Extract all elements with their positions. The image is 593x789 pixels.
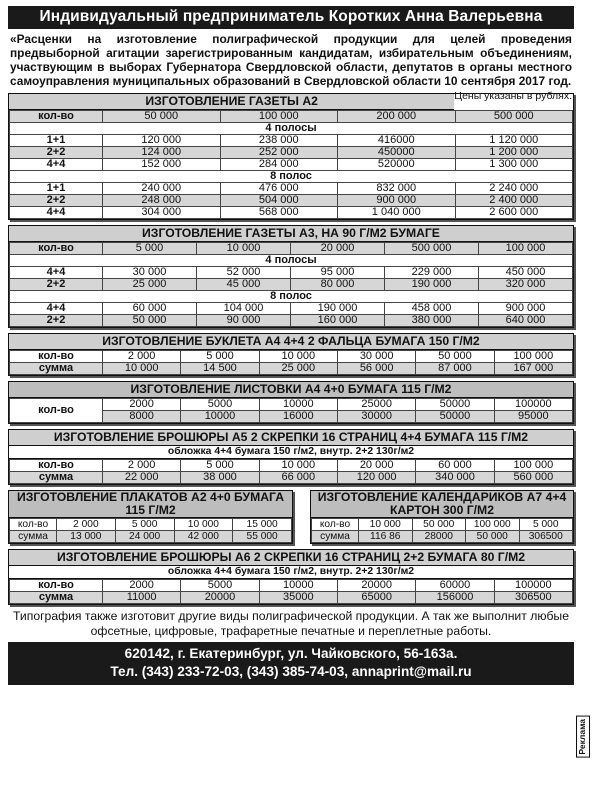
advertisement-tag: Реклама: [576, 716, 590, 758]
phone-email-line: Тел. (343) 233-72-03, (343) 385-74-03, annaprint@mail.ru: [110, 664, 472, 679]
price-cell: 50 000: [103, 315, 197, 327]
row-label: 2+2: [10, 279, 103, 291]
price-cell: 50000: [416, 411, 494, 423]
price-cell: 120 000: [337, 472, 415, 484]
qty-cell: 5 000: [103, 243, 197, 255]
price-cell: 284 000: [220, 159, 338, 171]
row-label: кол-во: [10, 111, 103, 123]
qty-cell: 2 000: [103, 460, 181, 472]
table-row: [10, 315, 573, 327]
gazeta-a3-title: ИЗГОТОВЛЕНИЕ ГАЗЕТЫ А3, НА 90 Г/М2 БУМАГЕ: [9, 226, 573, 242]
brochure-a6-subtitle: обложка 4+4 бумага 150 г/м2, внутр. 2+2 130г/м2: [9, 566, 573, 579]
row-label: сумма: [10, 363, 103, 375]
row-label: 2+2: [10, 315, 103, 327]
row-label: кол-во: [10, 519, 57, 531]
price-cell: 14 500: [181, 363, 259, 375]
table-row: [312, 531, 573, 543]
row-label: 1+1: [10, 135, 103, 147]
qty-cell: 5 000: [181, 351, 259, 363]
price-cell: 304 000: [103, 207, 221, 219]
contact-bar: [8, 642, 574, 685]
qty-cell: 100 000: [494, 351, 572, 363]
table-row: [10, 183, 573, 195]
qty-cell: 20 000: [291, 243, 385, 255]
qty-cell: 100 000: [479, 243, 573, 255]
row-label: кол-во: [312, 519, 359, 531]
price-cell: 152 000: [103, 159, 221, 171]
price-cell: 229 000: [385, 267, 479, 279]
page-title: Индивидуальный предприниматель Коротких Анна Валерьевна: [8, 6, 574, 29]
price-cell: 640 000: [479, 315, 573, 327]
price-cell: 450000: [338, 147, 456, 159]
qty-cell: 10000: [259, 399, 337, 411]
row-label: кол-во: [10, 351, 103, 363]
price-cell: 8000: [103, 411, 181, 423]
qty-cell: 50 000: [103, 111, 221, 123]
qty-cell: 20000: [337, 580, 415, 592]
brochure-a6-title: ИЗГОТОВЛЕНИЕ БРОШЮРЫ А6 2 СКРЕПКИ 16 СТРАНИЦ 2+2 БУМАГА 80 Г/М2: [9, 550, 573, 566]
table-row: [10, 207, 573, 219]
qty-cell: 200 000: [338, 111, 456, 123]
brochure-a6-table: [9, 579, 573, 604]
price-cell: 2 400 000: [455, 195, 573, 207]
kalendari-title: ИЗГОТОВЛЕНИЕ КАЛЕНДАРИКОВ А7 4+4 КАРТОН 300 Г/М2: [311, 491, 573, 518]
price-cell: 95000: [494, 411, 572, 423]
row-label: сумма: [312, 531, 359, 543]
table-row: [10, 592, 573, 604]
price-cell: 55 000: [233, 531, 292, 543]
buklet-block: [8, 333, 574, 376]
price-cell: 340 000: [416, 472, 494, 484]
qty-cell: 100 000: [494, 460, 572, 472]
price-cell: 2 240 000: [455, 183, 573, 195]
qty-cell: 100 000: [466, 519, 520, 531]
price-cell: 306500: [494, 592, 572, 604]
price-cell: 380 000: [385, 315, 479, 327]
plakaty-title: ИЗГОТОВЛЕНИЕ ПЛАКАТОВ А2 4+0 БУМАГА 115 Г/М2: [9, 491, 292, 518]
qty-cell: 2000: [103, 580, 181, 592]
price-cell: 56 000: [337, 363, 415, 375]
price-cell: 24 000: [115, 531, 174, 543]
qty-cell: 50 000: [412, 519, 466, 531]
row-label: 2+2: [10, 147, 103, 159]
price-cell: 104 000: [197, 303, 291, 315]
price-cell: 560 000: [494, 472, 572, 484]
price-cell: 35000: [259, 592, 337, 604]
price-cell: 520000: [338, 159, 456, 171]
footer-note: Типография также изготовит другие виды полиграфической продукции. А так же выполнит любые офсетные, цифровые, трафаретные печатные и переплетные работы.: [13, 609, 569, 638]
price-cell: 160 000: [291, 315, 385, 327]
section-row: [10, 255, 573, 267]
table-row: [10, 135, 573, 147]
price-cell: 252 000: [220, 147, 338, 159]
row-label: сумма: [10, 592, 103, 604]
qty-cell: 60000: [416, 580, 494, 592]
qty-cell: 2 000: [57, 519, 116, 531]
plakaty-table: [9, 518, 292, 543]
price-cell: 20000: [181, 592, 259, 604]
section-label: 4 полосы: [10, 123, 573, 135]
price-cell: 80 000: [291, 279, 385, 291]
row-label: 4+4: [10, 267, 103, 279]
brochure-a5-subtitle: обложка 4+4 бумага 150 г/м2, внутр. 2+2 130г/м2: [9, 446, 573, 459]
gazeta-a2-table: [9, 110, 573, 219]
row-label: кол-во: [10, 243, 103, 255]
table-row: [10, 195, 573, 207]
row-label: кол-во: [10, 460, 103, 472]
listovki-title: ИЗГОТОВЛЕНИЕ ЛИСТОВКИ А4 4+0 БУМАГА 115 Г/М2: [9, 382, 573, 398]
price-cell: 416000: [338, 135, 456, 147]
table-row: [10, 580, 573, 592]
price-cell: 28000: [412, 531, 466, 543]
table-row: [10, 399, 573, 411]
price-cell: 95 000: [291, 267, 385, 279]
qty-cell: 20 000: [337, 460, 415, 472]
qty-cell: 100000: [494, 580, 572, 592]
table-row: [10, 363, 573, 375]
section-row: [10, 123, 573, 135]
section-row: [10, 171, 573, 183]
qty-cell: 10 000: [359, 519, 413, 531]
price-cell: 90 000: [197, 315, 291, 327]
table-row: [10, 303, 573, 315]
qty-cell: 15 000: [233, 519, 292, 531]
price-cell: 120 000: [103, 135, 221, 147]
price-cell: 2 600 000: [455, 207, 573, 219]
price-cell: 87 000: [416, 363, 494, 375]
price-cell: 238 000: [220, 135, 338, 147]
price-cell: 1 120 000: [455, 135, 573, 147]
table-row: [10, 147, 573, 159]
row-label: 2+2: [10, 195, 103, 207]
price-cell: 240 000: [103, 183, 221, 195]
price-cell: 124 000: [103, 147, 221, 159]
price-cell: 50 000: [466, 531, 520, 543]
qty-cell: 2 000: [103, 351, 181, 363]
price-cell: 10 000: [103, 363, 181, 375]
table-row: [10, 460, 573, 472]
price-cell: 116 86: [359, 531, 413, 543]
table-row: [312, 519, 573, 531]
gazeta-a3-table: [9, 242, 573, 327]
qty-cell: 25000: [337, 399, 415, 411]
qty-cell: 5 000: [115, 519, 174, 531]
qty-cell: 10 000: [259, 351, 337, 363]
price-cell: 458 000: [385, 303, 479, 315]
price-cell: 832 000: [338, 183, 456, 195]
brochure-a5-table: [9, 459, 573, 484]
price-cell: 10000: [181, 411, 259, 423]
row-label: кол-во: [10, 399, 103, 423]
row-label: 4+4: [10, 207, 103, 219]
plakaty-block: [8, 490, 293, 544]
section-row: [10, 291, 573, 303]
qty-cell: 10 000: [259, 460, 337, 472]
price-list-page: [8, 6, 574, 685]
table-row: [10, 279, 573, 291]
kalendari-table: [311, 518, 573, 543]
qty-cell: 2000: [103, 399, 181, 411]
price-cell: 476 000: [220, 183, 338, 195]
price-cell: 156000: [416, 592, 494, 604]
price-cell: 320 000: [479, 279, 573, 291]
currency-note: Цены указаны в рублях.: [454, 90, 572, 102]
buklet-title: ИЗГОТОВЛЕНИЕ БУКЛЕТА А4 4+4 2 ФАЛЬЦА БУМАГА 150 Г/М2: [9, 334, 573, 350]
table-row: [10, 531, 292, 543]
row-label: 4+4: [10, 303, 103, 315]
price-cell: 504 000: [220, 195, 338, 207]
price-cell: 1 040 000: [338, 207, 456, 219]
price-cell: 25 000: [259, 363, 337, 375]
qty-cell: 5 000: [519, 519, 573, 531]
table-row: [10, 519, 292, 531]
price-cell: 42 000: [174, 531, 233, 543]
qty-cell: 500 000: [455, 111, 573, 123]
qty-cell: 10 000: [174, 519, 233, 531]
price-cell: 900 000: [479, 303, 573, 315]
price-cell: 38 000: [181, 472, 259, 484]
listovki-table: [9, 398, 573, 423]
brochure-a6-block: [8, 549, 574, 605]
price-cell: 30000: [337, 411, 415, 423]
price-cell: 568 000: [220, 207, 338, 219]
address-line: 620142, г. Екатеринбург, ул. Чайковского, 56-163а.: [124, 646, 458, 661]
price-cell: 45 000: [197, 279, 291, 291]
row-label: сумма: [10, 531, 57, 543]
qty-cell: 50000: [416, 399, 494, 411]
price-cell: 248 000: [103, 195, 221, 207]
table-row: [10, 243, 573, 255]
brochure-a5-block: [8, 429, 574, 485]
row-label: сумма: [10, 472, 103, 484]
row-label: кол-во: [10, 580, 103, 592]
qty-cell: 100000: [494, 399, 572, 411]
qty-cell: 5 000: [181, 460, 259, 472]
price-cell: 450 000: [479, 267, 573, 279]
qty-cell: 100 000: [220, 111, 338, 123]
buklet-table: [9, 350, 573, 375]
qty-cell: 500 000: [385, 243, 479, 255]
qty-cell: 5000: [181, 580, 259, 592]
gazeta-a3-block: [8, 225, 574, 328]
price-cell: 190 000: [385, 279, 479, 291]
price-cell: 190 000: [291, 303, 385, 315]
price-cell: 25 000: [103, 279, 197, 291]
price-cell: 306500: [519, 531, 573, 543]
table-row: [10, 351, 573, 363]
section-label: 4 полосы: [10, 255, 573, 267]
two-column-row: [8, 490, 574, 544]
table-row: [10, 267, 573, 279]
row-label: 1+1: [10, 183, 103, 195]
price-cell: 22 000: [103, 472, 181, 484]
price-cell: 66 000: [259, 472, 337, 484]
price-cell: 11000: [103, 592, 181, 604]
price-cell: 52 000: [197, 267, 291, 279]
qty-cell: 10 000: [197, 243, 291, 255]
table-row: [10, 159, 573, 171]
price-cell: 1 200 000: [455, 147, 573, 159]
price-cell: 16000: [259, 411, 337, 423]
brochure-a5-title: ИЗГОТОВЛЕНИЕ БРОШЮРЫ А5 2 СКРЕПКИ 16 СТРАНИЦ 4+4 БУМАГА 115 Г/М2: [9, 430, 573, 446]
listovki-block: [8, 381, 574, 424]
price-cell: 1 300 000: [455, 159, 573, 171]
row-label: 4+4: [10, 159, 103, 171]
qty-cell: 30 000: [337, 351, 415, 363]
qty-cell: 10000: [259, 580, 337, 592]
qty-cell: 50 000: [416, 351, 494, 363]
kalendari-block: [310, 490, 574, 544]
gazeta-a2-block: [8, 93, 574, 220]
qty-cell: 60 000: [416, 460, 494, 472]
gazeta-a2-title: ИЗГОТОВЛЕНИЕ ГАЗЕТЫ А2: [9, 94, 454, 110]
price-cell: 900 000: [338, 195, 456, 207]
section-label: 8 полос: [10, 171, 573, 183]
price-cell: 167 000: [494, 363, 572, 375]
section-label: 8 полос: [10, 291, 573, 303]
price-cell: 13 000: [57, 531, 116, 543]
price-cell: 65000: [337, 592, 415, 604]
table-row: [10, 111, 573, 123]
qty-cell: 5000: [181, 399, 259, 411]
price-cell: 30 000: [103, 267, 197, 279]
table-row: [10, 472, 573, 484]
price-cell: 60 000: [103, 303, 197, 315]
intro-paragraph: «Расценки на изготовление полиграфической продукции для целей проведения предвыборной агитации зарегистрированным кандидатам, избирательным объединениям, участвующим в выборах Губернатора Свердловской области, депутатов в органы местного самоуправления муниципальных образований в Свердловской области 10 сентября 2017 год.: [10, 32, 572, 88]
